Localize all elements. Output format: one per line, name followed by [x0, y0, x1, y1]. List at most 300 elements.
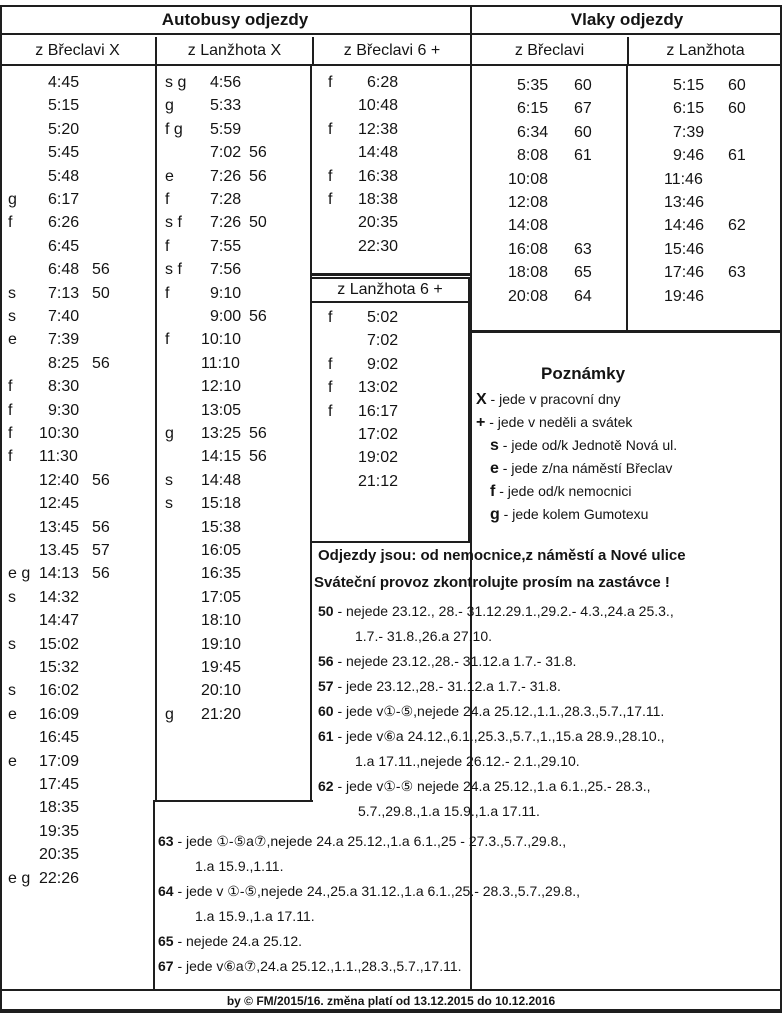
departure-time: 16:09	[39, 705, 80, 723]
service-flag: s g	[165, 74, 187, 91]
service-flag: e	[165, 167, 174, 185]
legend-text: - jede v neděli a svátek	[485, 414, 633, 430]
footnote-continuation: 1.a 15.9.,1.a 17.11.	[195, 908, 315, 924]
timetable-row	[0, 118, 150, 141]
departure-time: 6:45	[48, 237, 80, 255]
legend-text: - jede od/k nemocnici	[495, 483, 632, 499]
timetable-row	[630, 144, 780, 167]
legend-text: - jede z/na náměstí Břeclav	[498, 460, 673, 476]
footnote-text: - jede 23.12.,28.- 31.12.a 1.7.- 31.8.	[333, 678, 561, 694]
service-flag: e	[8, 752, 17, 770]
departure-time: 14:13	[39, 565, 80, 583]
footnote-ref: 56	[92, 354, 110, 372]
legend-key: s	[490, 437, 499, 454]
departure-time: 13.45	[39, 542, 80, 559]
footnote-text: - jede v ①-⑤,nejede 24.,25.a 31.12.,1.a 6.1.,25.- 28.3.,5.7.,29.8.,	[173, 883, 581, 899]
departure-time: 13:05	[201, 401, 242, 419]
departure-time: 21:20	[201, 705, 242, 723]
bus-header: Autobusy odjezdy	[0, 7, 470, 35]
timetable-row	[157, 352, 307, 375]
departure-time: 13:46	[664, 194, 705, 211]
timetable-row	[0, 375, 150, 398]
footnote-ref: 57	[92, 542, 110, 559]
footnote-number: 61	[318, 728, 334, 744]
timetable-row	[0, 539, 150, 562]
departure-time: 15:32	[39, 659, 80, 676]
timetable-row	[314, 423, 464, 446]
timetable-row	[314, 118, 464, 141]
service-flag: f	[8, 448, 13, 466]
timetable-row	[157, 516, 307, 539]
departure-time: 16:08	[508, 240, 549, 258]
departure-time: 18:08	[508, 264, 549, 282]
departure-time: 12:08	[508, 194, 549, 211]
footnote-text: - nejede 24.a 25.12.	[173, 933, 303, 949]
timetable-row	[474, 191, 624, 214]
departure-time: 5:15	[48, 97, 80, 115]
service-flag: s	[165, 495, 173, 513]
departure-time: 21:12	[358, 472, 399, 490]
notes-frame-left-upper	[310, 543, 312, 801]
departure-time: 7:02	[210, 144, 242, 162]
departure-time: 17:46	[664, 264, 705, 282]
service-flag: f	[8, 378, 13, 396]
train-table-bottom	[470, 330, 782, 333]
departure-time: 18:35	[39, 799, 80, 817]
timetable-row	[474, 121, 624, 144]
departure-time: 14:08	[508, 217, 549, 235]
footnote-number: 60	[318, 703, 334, 719]
timetable-row	[474, 97, 624, 120]
departure-time: 4:56	[210, 74, 242, 91]
footnote-item	[158, 958, 462, 975]
departure-time: 7:02	[367, 332, 399, 350]
timetable-row	[630, 97, 780, 120]
timetable-row	[0, 282, 150, 305]
footnote-continuation: 1.a 17.11.,nejede 26.12.- 2.1.,29.10.	[355, 753, 580, 769]
timetable-row	[314, 306, 464, 329]
departure-time: 9:02	[367, 355, 399, 373]
footnote-ref: 56	[92, 471, 110, 489]
timetable-row	[157, 258, 307, 281]
departure-time: 19:35	[39, 822, 80, 840]
departure-time: 12:10	[201, 378, 242, 396]
timetable-row	[314, 94, 464, 117]
footnote-number: 50	[318, 603, 334, 619]
footnote-ref: 65	[574, 264, 592, 282]
footnote-text: - nejede 23.12.,28.- 31.12.a 1.7.- 31.8.	[333, 653, 577, 669]
footnote-number: 63	[158, 833, 174, 849]
footnote-item	[318, 778, 651, 795]
service-flag: f	[165, 331, 170, 349]
departure-time: 14:46	[664, 217, 705, 235]
footer-text: by © FM/2015/16. změna platí od 13.12.2015 do 10.12.2016	[226, 994, 556, 1008]
departure-time: 17:45	[39, 776, 80, 793]
footnote-item	[158, 833, 566, 850]
timetable-row	[0, 750, 150, 773]
departure-time: 14:15	[201, 448, 242, 466]
departure-time: 7:39	[673, 123, 705, 141]
timetable-row	[0, 843, 150, 866]
departure-time: 5:35	[517, 77, 549, 94]
footnote-item	[318, 653, 576, 669]
legend-item	[490, 506, 648, 524]
departure-time: 11:46	[664, 170, 703, 188]
service-flag: f	[328, 74, 333, 91]
departure-time: 16:05	[201, 542, 242, 559]
timetable-row	[0, 141, 150, 164]
service-flag: g	[165, 97, 174, 115]
col-header-train-lanzhot: z Lanžhota	[627, 37, 782, 66]
departure-time: 7:26	[210, 167, 242, 185]
departure-time: 5:59	[210, 120, 242, 138]
timetable-row	[314, 211, 464, 234]
timetable-row	[630, 168, 780, 191]
timetable-row	[157, 399, 307, 422]
departure-time: 8:30	[48, 378, 80, 396]
timetable-row	[0, 820, 150, 843]
departure-time: 15:02	[39, 635, 80, 653]
timetable-row	[157, 211, 307, 234]
timetable-row	[630, 121, 780, 144]
timetable-row	[0, 633, 150, 656]
timetable-row	[157, 703, 307, 726]
footnote-item	[318, 703, 664, 720]
footnote-ref: 60	[728, 77, 746, 94]
legend-text: - jede v pracovní dny	[486, 391, 621, 407]
service-flag: f	[165, 237, 170, 255]
legend-key: g	[490, 506, 500, 523]
legend-item	[490, 460, 672, 478]
service-flag: s	[165, 471, 173, 489]
timetable-row	[314, 188, 464, 211]
footnote-ref: 63	[728, 264, 746, 282]
timetable-row	[474, 214, 624, 237]
service-flag: f	[328, 167, 333, 185]
departure-time: 11:30	[39, 448, 78, 466]
service-flag: e g	[8, 565, 31, 583]
timetable-row	[157, 633, 307, 656]
departure-time: 12:40	[39, 471, 80, 489]
timetable-row	[157, 679, 307, 702]
footnote-ref: 56	[249, 144, 267, 162]
departure-time: 14:47	[39, 612, 80, 630]
footnote-text: - jede ①-⑤a⑦,nejede 24.a 25.12.,1.a 6.1.,25 - 27.3.,5.7.,29.8.,	[173, 833, 567, 849]
departure-time: 6:26	[48, 214, 80, 232]
timetable-row	[314, 353, 464, 376]
departure-time: 12:38	[358, 120, 399, 138]
departure-time: 7:39	[48, 331, 80, 349]
service-flag: f	[328, 191, 333, 208]
timetable-row	[0, 352, 150, 375]
timetable-row	[0, 586, 150, 609]
footnote-ref: 50	[92, 284, 110, 302]
departure-time: 9:30	[48, 401, 80, 419]
footnote-item	[158, 883, 580, 900]
timetable-row	[157, 656, 307, 679]
footnote-ref: 50	[249, 214, 267, 232]
footnote-ref: 62	[728, 217, 746, 235]
departure-time: 20:10	[201, 682, 242, 700]
timetable-row	[314, 165, 464, 188]
service-flag: f	[8, 401, 13, 419]
timetable-row	[474, 261, 624, 284]
departure-time: 17:02	[358, 426, 399, 443]
departure-time: 14:32	[39, 588, 80, 606]
departure-time: 22:30	[358, 237, 399, 255]
service-flag: s	[8, 635, 16, 653]
departure-time: 20:35	[358, 214, 399, 232]
footnote-continuation: 5.7.,29.8.,1.a 15.9.,1.a 17.11.	[358, 803, 540, 819]
departure-time: 12:45	[39, 495, 80, 513]
departure-time: 19:46	[664, 287, 705, 305]
footnote-continuation: 1.a 15.9.,1.11.	[195, 858, 284, 874]
timetable-row	[157, 188, 307, 211]
timetable-row	[157, 305, 307, 328]
departure-time: 17:05	[201, 588, 242, 606]
legend-item	[490, 437, 677, 455]
departure-time: 8:08	[517, 147, 549, 165]
departure-time: 6:17	[48, 191, 80, 208]
timetable-row	[157, 165, 307, 188]
timetable-row	[314, 400, 464, 423]
timetable-row	[0, 679, 150, 702]
timetable-row	[0, 422, 150, 445]
timetable-row	[474, 144, 624, 167]
departure-time: 15:18	[201, 495, 242, 513]
departure-time: 17:09	[39, 752, 80, 770]
departure-time: 18:38	[358, 191, 399, 208]
legend-text: - jede kolem Gumotexu	[499, 506, 649, 522]
timetable-row	[157, 586, 307, 609]
timetable-row	[0, 469, 150, 492]
timetable-row	[314, 141, 464, 164]
notes-frame-left	[153, 800, 155, 990]
timetable-row	[0, 94, 150, 117]
departure-time: 5:48	[48, 167, 80, 185]
footnote-ref: 56	[92, 565, 110, 583]
departure-time: 15:38	[201, 518, 242, 536]
service-flag: f	[328, 402, 333, 420]
timetable-row	[630, 285, 780, 308]
timetable-row	[0, 328, 150, 351]
footnote-item	[318, 728, 664, 745]
footnote-continuation: 1.7.- 31.8.,26.a 27.10.	[355, 628, 492, 644]
footnote-ref: 64	[574, 287, 592, 305]
col-header-breclav-x: z Břeclavi X	[0, 37, 155, 66]
departure-time: 5:45	[48, 144, 80, 162]
departure-time: 16:45	[39, 729, 80, 747]
legend-key: e	[490, 460, 499, 477]
departure-time: 14:48	[358, 144, 399, 162]
footnote-text: - jede v⑥a 24.12.,6.1.,25.3.,5.7.,1.,15.a 28.9.,28.10.,	[333, 728, 665, 744]
departure-time: 7:28	[210, 191, 242, 208]
service-flag: g	[165, 705, 174, 723]
info-departures: Odjezdy jsou: od nemocnice,z náměstí a Nové ulice	[318, 547, 686, 564]
timetable-row	[0, 609, 150, 632]
timetable-row	[0, 305, 150, 328]
timetable-row	[0, 562, 150, 585]
departure-time: 19:45	[201, 659, 242, 676]
timetable-row	[474, 168, 624, 191]
timetable-row	[630, 238, 780, 261]
service-flag: s f	[165, 261, 182, 279]
departure-time: 5:20	[48, 120, 80, 138]
footnote-item	[318, 603, 674, 619]
service-flag: s	[8, 308, 16, 325]
departure-time: 19:02	[358, 449, 399, 467]
footnote-item	[158, 933, 302, 949]
service-flag: s f	[165, 214, 182, 232]
timetable-row	[0, 445, 150, 468]
service-flag: f	[328, 355, 333, 373]
service-flag: f	[8, 214, 13, 232]
footnote-ref: 60	[728, 100, 746, 118]
footnote-number: 64	[158, 883, 174, 899]
departure-time: 16:02	[39, 682, 80, 700]
train-header: Vlaky odjezdy	[472, 7, 782, 35]
timetable-row	[0, 656, 150, 679]
service-flag: f	[328, 309, 333, 326]
service-flag: f	[165, 191, 170, 208]
departure-time: 5:33	[210, 97, 242, 115]
timetable-row	[157, 469, 307, 492]
timetable-row	[157, 141, 307, 164]
service-flag: s	[8, 682, 16, 700]
departure-time: 9:00	[210, 308, 242, 325]
footnote-ref: 56	[249, 308, 267, 325]
departure-time: 8:25	[48, 354, 80, 372]
timetable-row	[157, 375, 307, 398]
info-holiday: Sváteční provoz zkontrolujte prosím na zastávce !	[314, 574, 670, 591]
departure-time: 13:45	[39, 518, 80, 536]
footnote-ref: 60	[574, 123, 592, 141]
timetable-row	[0, 726, 150, 749]
timetable-row	[0, 516, 150, 539]
departure-time: 18:10	[201, 612, 242, 630]
footnote-ref: 56	[249, 448, 267, 466]
timetable-row	[157, 609, 307, 632]
timetable-row	[0, 492, 150, 515]
service-flag: e	[8, 331, 17, 349]
footnote-ref: 56	[249, 425, 267, 442]
notes-title: Poznámky	[541, 364, 626, 383]
col-header-train-breclav: z Břeclavi	[472, 37, 627, 66]
timetable-row	[157, 94, 307, 117]
footnote-text: - jede v①-⑤,nejede 24.a 25.12.,1.1.,28.3.,5.7.,17.11.	[333, 703, 665, 719]
timetable-row	[157, 492, 307, 515]
timetable-row	[0, 258, 150, 281]
footnote-text: - jede v⑥a⑦,24.a 25.12.,1.1.,28.3.,5.7.,17.11.	[173, 958, 462, 974]
departure-time: 7:26	[210, 214, 242, 232]
departure-time: 7:56	[210, 261, 242, 279]
departure-time: 6:15	[673, 100, 705, 118]
service-flag: s	[8, 588, 16, 606]
departure-time: 20:35	[39, 846, 80, 864]
col-header-lanzhot-6: z Lanžhota 6 +	[310, 277, 470, 303]
service-flag: f g	[165, 120, 183, 138]
footnote-ref: 56	[249, 167, 267, 185]
departure-time: 20:08	[508, 287, 549, 305]
timetable-row	[314, 329, 464, 352]
timetable-row	[157, 422, 307, 445]
footnote-number: 65	[158, 933, 174, 949]
col-header-lanzhot-x: z Lanžhota X	[155, 37, 312, 66]
departure-time: 22:26	[39, 869, 80, 887]
departure-time: 6:15	[517, 100, 549, 118]
timetable-row	[157, 71, 307, 94]
legend-text: - jede od/k Jednotě Nová ul.	[498, 437, 678, 453]
timetable-row	[0, 71, 150, 94]
timetable-row	[630, 191, 780, 214]
footnote-ref: 60	[574, 77, 592, 94]
departure-time: 13:25	[201, 425, 242, 442]
departure-time: 14:48	[201, 471, 242, 489]
timetable-row	[157, 562, 307, 585]
departure-time: 7:55	[210, 237, 242, 255]
timetable-row	[0, 773, 150, 796]
departure-time: 5:02	[367, 309, 399, 326]
departure-time: 10:08	[508, 170, 549, 188]
departure-time: 10:30	[39, 425, 80, 442]
timetable-row	[0, 399, 150, 422]
service-flag: f	[328, 379, 333, 397]
departure-time: 9:46	[673, 147, 705, 165]
departure-time: 10:10	[201, 331, 242, 349]
timetable-row	[474, 74, 624, 97]
departure-time: 7:13	[48, 284, 80, 302]
timetable-row	[314, 470, 464, 493]
footnote-number: 62	[318, 778, 334, 794]
notes-frame-line	[153, 800, 313, 802]
timetable-row	[157, 539, 307, 562]
timetable-row	[157, 328, 307, 351]
train-column-divider	[626, 66, 628, 330]
service-flag: e g	[8, 869, 31, 887]
timetable-row	[630, 74, 780, 97]
timetable-row	[0, 796, 150, 819]
timetable-row	[0, 188, 150, 211]
service-flag: e	[8, 705, 17, 723]
timetable-row	[0, 235, 150, 258]
timetable-row	[0, 165, 150, 188]
col-header-breclav-6: z Břeclavi 6 +	[312, 37, 470, 66]
departure-time: 10:48	[358, 97, 399, 115]
footnote-number: 56	[318, 653, 334, 669]
service-flag: f	[165, 284, 170, 302]
service-flag: s	[8, 284, 16, 302]
departure-time: 16:17	[358, 402, 399, 420]
service-flag: f	[328, 120, 333, 138]
departure-time: 6:34	[517, 123, 549, 141]
legend-key: f	[490, 483, 496, 500]
departure-time: 6:48	[48, 261, 80, 279]
footnote-number: 57	[318, 678, 334, 694]
departure-time: 15:46	[664, 240, 705, 258]
legend-item	[476, 391, 621, 409]
footnote-text: - jede v①-⑤ nejede 24.a 25.12.,1.a 6.1.,25.- 28.3.,	[333, 778, 651, 794]
departure-time: 16:38	[358, 167, 399, 185]
departure-time: 19:10	[201, 635, 242, 653]
service-flag: f	[8, 425, 13, 442]
footnote-ref: 56	[92, 261, 110, 279]
footnote-item	[318, 678, 561, 694]
footnote-ref: 56	[92, 518, 110, 536]
timetable-row	[157, 282, 307, 305]
timetable-row	[630, 214, 780, 237]
timetable-row	[314, 376, 464, 399]
service-flag: g	[8, 191, 17, 208]
